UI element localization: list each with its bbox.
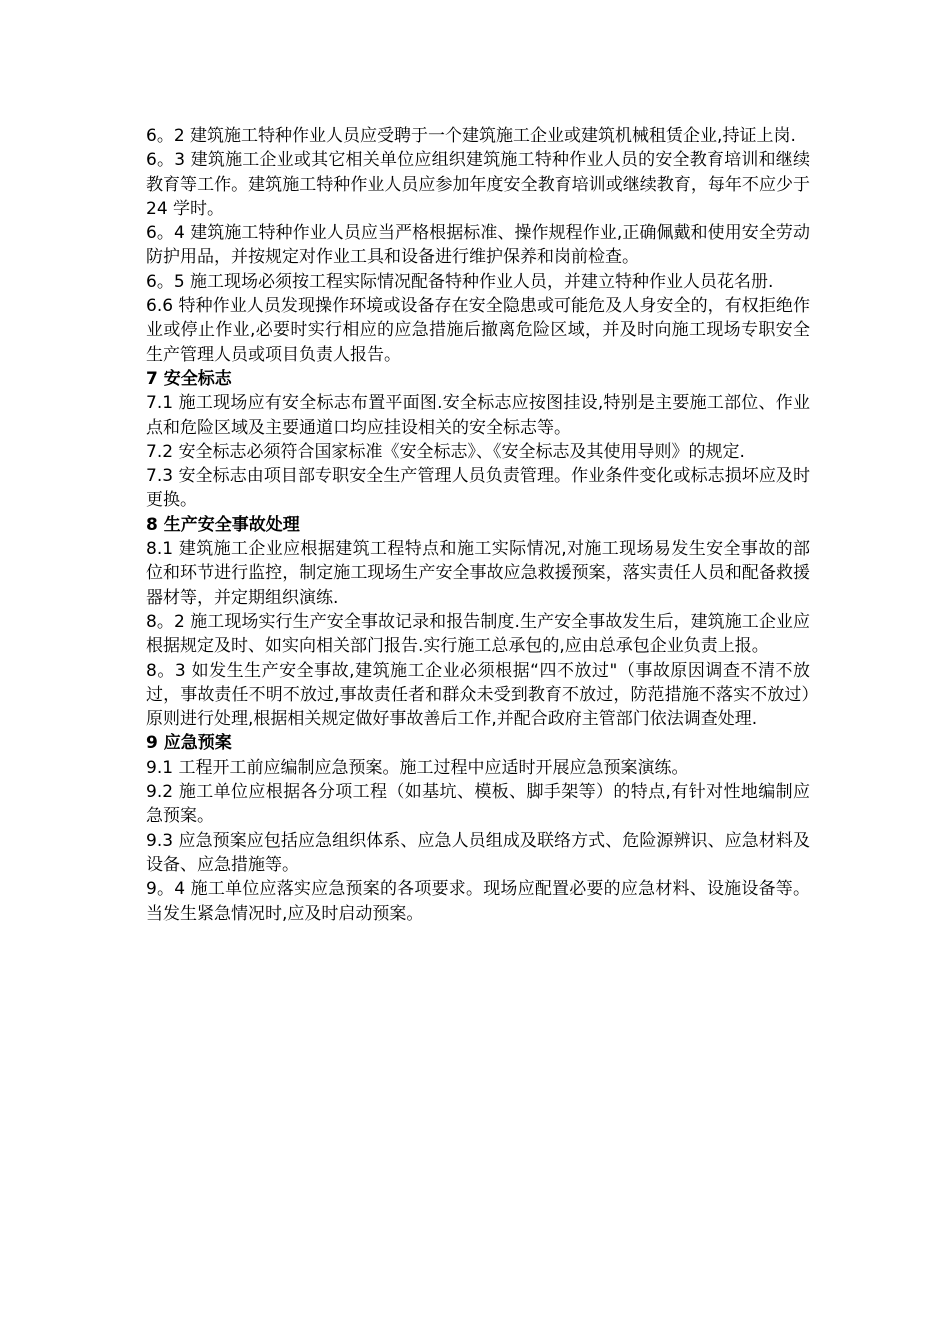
paragraph-6-3: 6。3 建筑施工企业或其它相关单位应组织建筑施工特种作业人员的安全教育培训和继续教育等工作。建筑施工特种作业人员应参加年度安全教育培训或继续教育，每年不应少于 24 学时。 — [146, 150, 810, 219]
paragraph-7-2: 7.2 安全标志必须符合国家标准《安全标志》、《安全标志及其使用导则》的规定. — [146, 441, 745, 462]
paragraph-6-6: 6.6 特种作业人员发现操作环境或设备存在安全隐患或可能危及人身安全的，有权拒绝作业或停止作业,必要时实行相应的应急措施后撤离危险区域，并及时向施工现场专职安全生产管理人员或项目负责人报告。 — [146, 296, 810, 365]
paragraph-7-1: 7.1 施工现场应有安全标志布置平面图.安全标志应按图挂设,特别是主要施工部位、作业点和危险区域及主要通道口均应挂设相关的安全标志等。 — [146, 393, 810, 438]
paragraph-9-4: 9。4 施工单位应落实应急预案的各项要求。现场应配置必要的应急材料、设施设备等。当发生紧急情况时,应及时启动预案。 — [146, 879, 810, 924]
paragraph-9-1: 9.1 工程开工前应编制应急预案。施工过程中应适时开展应急预案演练。 — [146, 757, 689, 778]
document-body — [146, 124, 810, 926]
section-heading-9: 9 应急预案 — [146, 733, 232, 754]
paragraph-6-2: 6。2 建筑施工特种作业人员应受聘于一个建筑施工企业或建筑机械租赁企业,持证上岗. — [146, 126, 796, 146]
paragraph-9-2: 9.2 施工单位应根据各分项工程（如基坑、模板、脚手架等）的特点,有针对性地编制应急预案。 — [146, 782, 810, 827]
paragraph-6-4: 6。4 建筑施工特种作业人员应当严格根据标准、操作规程作业,正确佩戴和使用安全劳动防护用品，并按规定对作业工具和设备进行维护保养和岗前检查。 — [146, 223, 810, 268]
paragraph-7-3: 7.3 安全标志由项目部专职安全生产管理人员负责管理。作业条件变化或标志损坏应及时更换。 — [146, 466, 810, 511]
paragraph-8-1: 8.1 建筑施工企业应根据建筑工程特点和施工实际情况,对施工现场易发生安全事故的部位和环节进行监控，制定施工现场生产安全事故应急救援预案，落实责任人员和配备救援器材等，并定期组织演练. — [146, 539, 810, 608]
paragraph-8-2: 8。2 施工现场实行生产安全事故记录和报告制度.生产安全事故发生后，建筑施工企业应根据规定及时、如实向相关部门报告.实行施工总承包的,应由总承包企业负责上报。 — [146, 611, 810, 657]
paragraph-6-5: 6。5 施工现场必须按工程实际情况配备特种作业人员，并建立特种作业人员花名册. — [146, 271, 774, 292]
section-heading-7: 7 安全标志 — [146, 368, 232, 389]
paragraph-8-3: 8。3 如发生生产安全事故,建筑施工企业必须根据“四不放过"（事故原因调查不清不放过，事故责任不明不放过,事故责任者和群众未受到教育不放过，防范措施不落实不放过）原则进行处理,根据相关规定做好事故善后工作,并配合政府主管部门依法调查处理. — [146, 660, 810, 730]
paragraph-9-3: 9.3 应急预案应包括应急组织体系、应急人员组成及联络方式、危险源辨识、应急材料及设备、应急措施等。 — [146, 830, 810, 875]
section-heading-8: 8 生产安全事故处理 — [146, 514, 300, 535]
